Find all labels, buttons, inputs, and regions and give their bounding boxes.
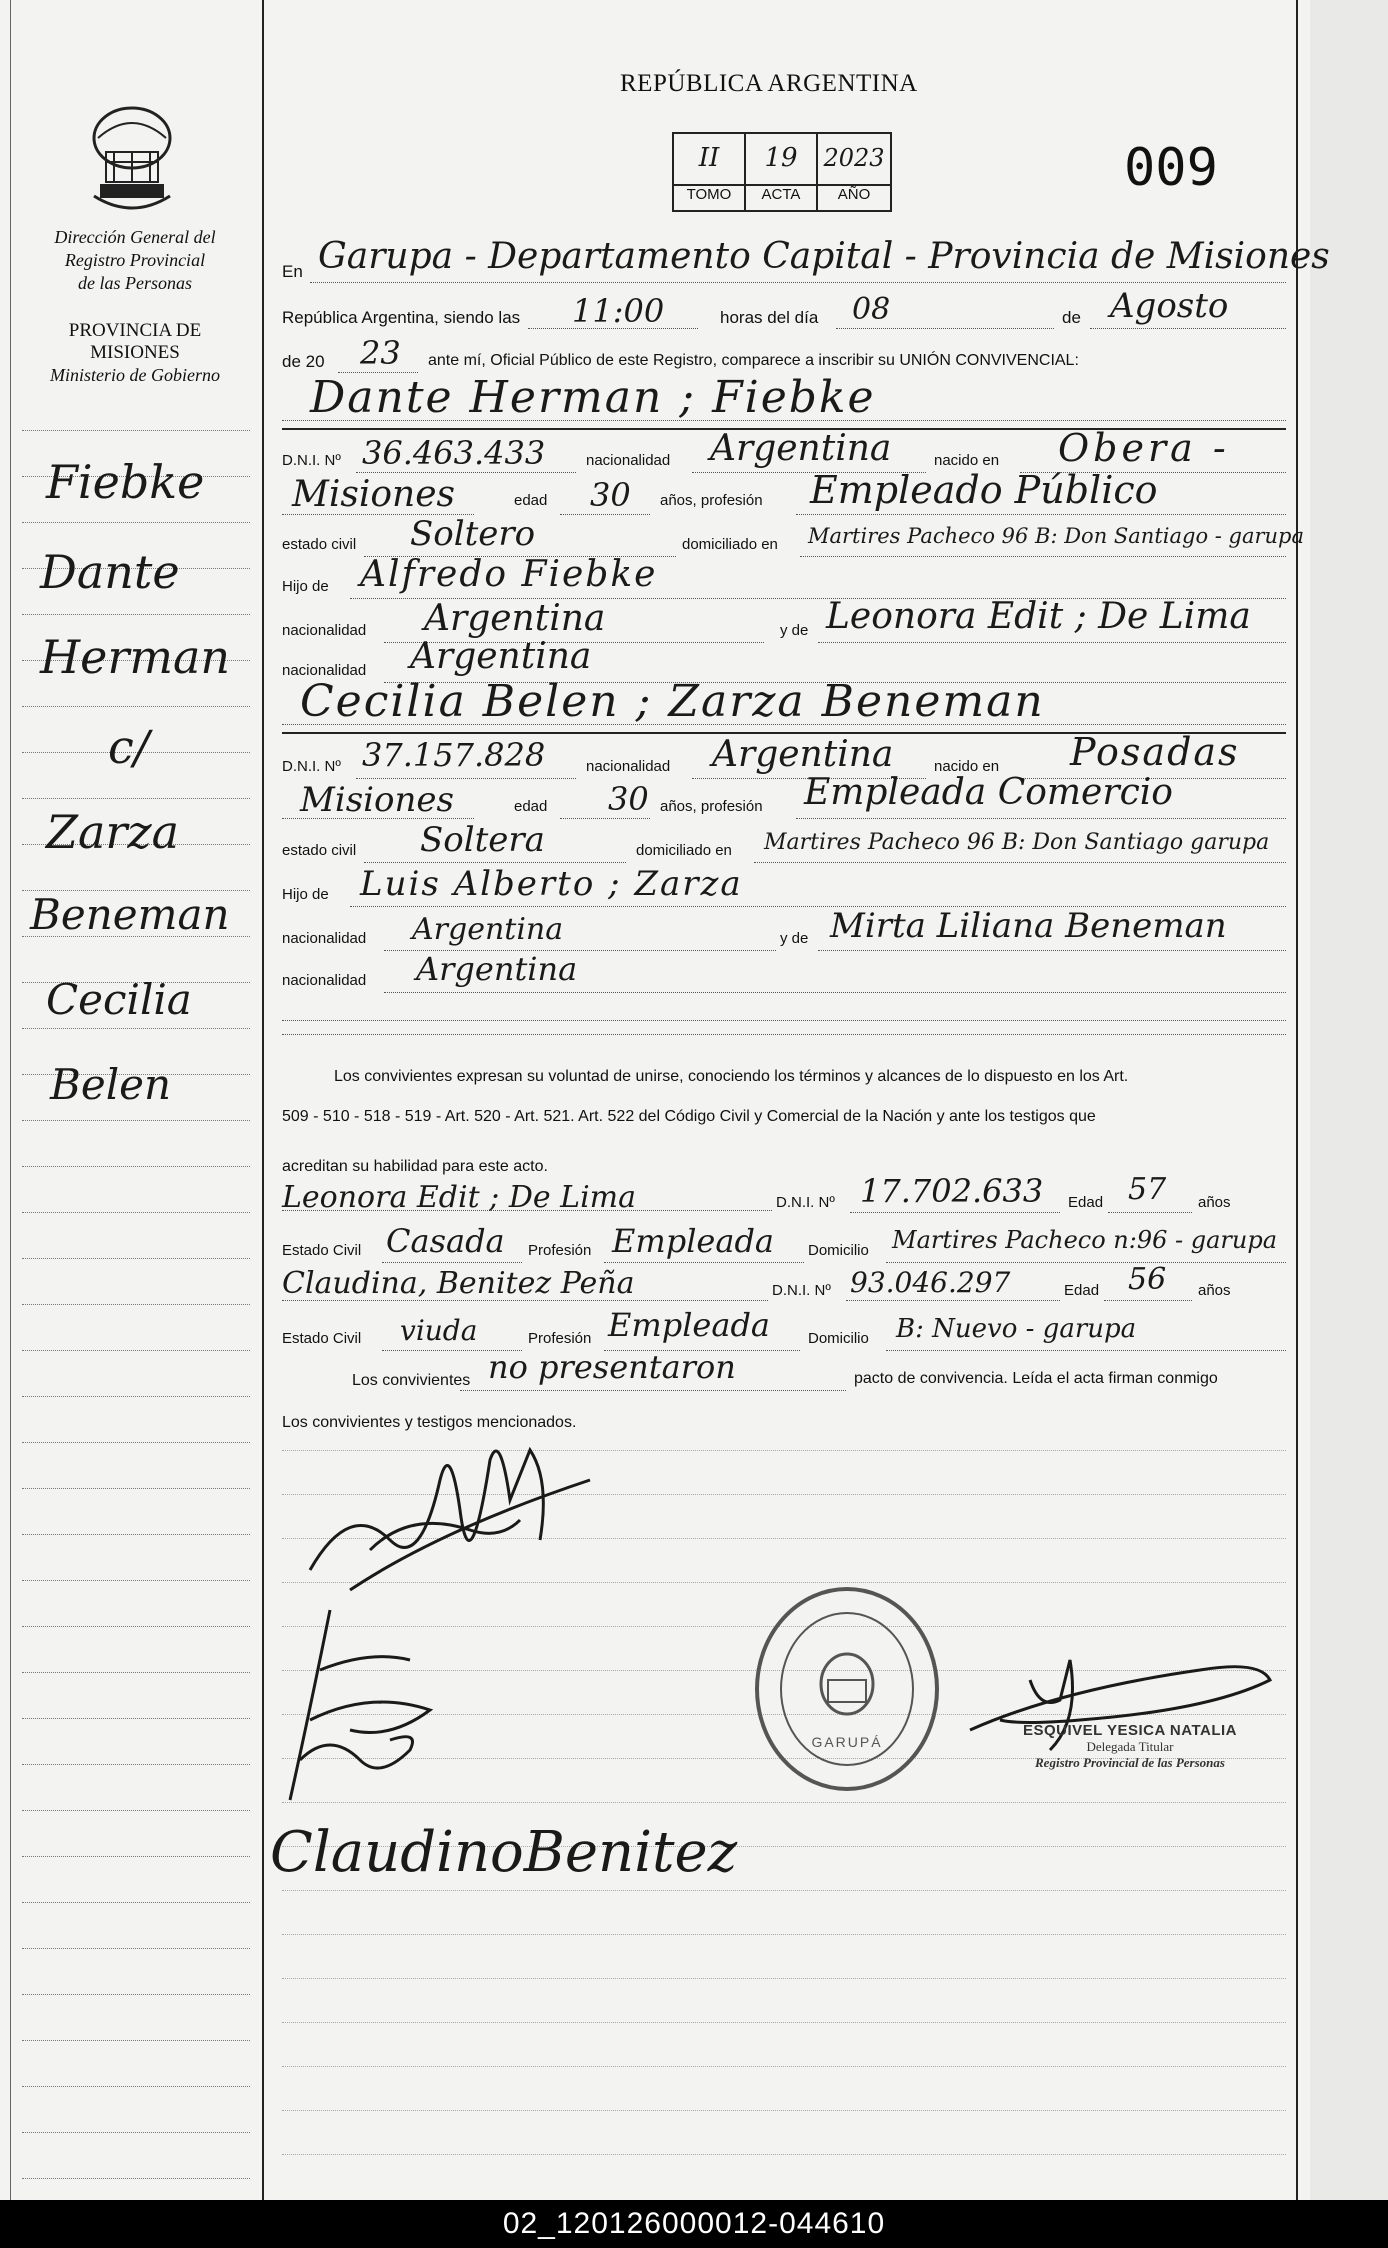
person2-civil-status: Soltera bbox=[420, 820, 545, 860]
sidebar-rule bbox=[22, 1948, 250, 1949]
witness2-dni: 93.046.297 bbox=[850, 1266, 1011, 1299]
office-line3: de las Personas bbox=[78, 273, 192, 293]
person1-nacido-label: nacido en bbox=[934, 452, 1000, 469]
registration-month: Agosto bbox=[1110, 286, 1229, 326]
person1-age: 30 bbox=[590, 476, 631, 514]
sidebar-rule bbox=[22, 522, 250, 523]
person1-birthplace: Obera - bbox=[1058, 426, 1230, 470]
sidebar-rule bbox=[22, 1718, 250, 1719]
person1-mother-nationality: Argentina bbox=[410, 636, 592, 677]
ano-value: 2023 bbox=[823, 144, 885, 172]
signature-2 bbox=[270, 1590, 470, 1810]
footer-code: 02_120126000012-044610 bbox=[0, 2200, 1388, 2248]
person1-dni-label: D.N.I. Nº bbox=[282, 452, 341, 469]
person2-mother-nat-label: nacionalidad bbox=[282, 972, 367, 989]
binding-rule bbox=[10, 0, 11, 2200]
person1-edad-label: edad bbox=[514, 492, 548, 509]
person2-father-nat-label: nacionalidad bbox=[282, 930, 367, 947]
lower-rule bbox=[282, 2154, 1286, 2155]
witness2-domicilio-label: Domicilio bbox=[808, 1330, 869, 1347]
registration-time: 11:00 bbox=[572, 292, 665, 330]
witness2-profession: Empleada bbox=[608, 1306, 770, 1344]
body-line3: acreditan su habilidad para este acto. bbox=[282, 1158, 548, 1175]
witness2-estado-label: Estado Civil bbox=[282, 1330, 362, 1347]
office-line1: Dirección General del bbox=[54, 227, 216, 247]
sidebar-rule bbox=[22, 2178, 250, 2179]
sidebar-rule bbox=[22, 1396, 250, 1397]
volume-box bbox=[672, 132, 892, 212]
sidebar-rule bbox=[22, 1534, 250, 1535]
person1-hijo-label: Hijo de bbox=[282, 578, 329, 595]
margin-name-5: Beneman bbox=[30, 890, 230, 939]
province-line1: PROVINCIA DE bbox=[68, 320, 202, 341]
official-office: Registro Provincial de las Personas bbox=[1035, 1755, 1225, 1770]
witness1-estado-label: Estado Civil bbox=[282, 1242, 362, 1259]
person1-father-nationality: Argentina bbox=[424, 598, 606, 639]
witness2-anos-label: años bbox=[1198, 1282, 1231, 1299]
person2-age: 30 bbox=[608, 780, 649, 818]
person1-address: Martires Pacheco 96 B: Don Santiago - garupa bbox=[808, 524, 1305, 548]
person1-nat-label: nacionalidad bbox=[586, 452, 671, 469]
sidebar-rule bbox=[22, 1994, 250, 1995]
sidebar-rule bbox=[22, 1764, 250, 1765]
person2-profesion-label: años, profesión bbox=[660, 798, 763, 815]
office-line2: Registro Provincial bbox=[64, 250, 206, 270]
witness1-anos-label: años bbox=[1198, 1194, 1231, 1211]
sidebar-rule bbox=[22, 1028, 250, 1029]
tomo-value: II bbox=[698, 143, 720, 173]
margin-name-1: Dante bbox=[40, 545, 180, 599]
person2-father-nationality: Argentina bbox=[412, 912, 564, 947]
lower-rule bbox=[282, 2066, 1286, 2067]
sidebar-rule bbox=[22, 1212, 250, 1213]
margin-name-4: Zarza bbox=[46, 805, 180, 859]
right-margin-rule bbox=[1296, 0, 1298, 2200]
witness1-domicilio-label: Domicilio bbox=[808, 1242, 869, 1259]
closing-final: Los convivientes y testigos mencionados. bbox=[282, 1414, 577, 1431]
person2-nacido-label: nacido en bbox=[934, 758, 1000, 775]
provincial-emblem bbox=[84, 100, 180, 220]
sidebar-rule bbox=[22, 1856, 250, 1857]
seal-text: GARUPÁ bbox=[811, 1734, 883, 1750]
tomo-label: TOMO bbox=[686, 186, 732, 203]
acta-value: 19 bbox=[764, 143, 798, 173]
person1-name: Dante Herman ; Fiebke bbox=[310, 372, 876, 423]
witness1-address: Martires Pacheco n:96 - garupa bbox=[892, 1226, 1278, 1254]
body-line2: 509 - 510 - 518 - 519 - Art. 520 - Art. 521. Art. 522 del Código Civil y Comercial de la Nación y ante los testigos que bbox=[282, 1108, 1096, 1125]
person2-dni-label: D.N.I. Nº bbox=[282, 758, 341, 775]
left-margin-rule bbox=[262, 0, 264, 2200]
witness1-profession: Empleada bbox=[612, 1222, 774, 1260]
official-seal-icon bbox=[752, 1584, 942, 1794]
person2-edad-label: edad bbox=[514, 798, 548, 815]
signature-claudina bbox=[270, 1820, 737, 1885]
sidebar-rule bbox=[22, 1258, 250, 1259]
witness2-profesion-label: Profesión bbox=[528, 1330, 592, 1347]
person2-birthplace2: Misiones bbox=[300, 780, 454, 820]
person2-address: Martires Pacheco 96 B: Don Santiago garupa bbox=[764, 830, 1270, 855]
witness1-dni: 17.702.633 bbox=[860, 1172, 1044, 1210]
ministry-name: Ministerio de Gobierno bbox=[50, 365, 220, 385]
witness1-edad-label: Edad bbox=[1068, 1194, 1104, 1211]
margin-name-2: Herman bbox=[40, 630, 230, 684]
sidebar-rule bbox=[22, 1120, 250, 1121]
margin-name-6: Cecilia bbox=[46, 975, 192, 1024]
person2-father: Luis Alberto ; Zarza bbox=[360, 864, 743, 904]
sidebar-rule bbox=[22, 1902, 250, 1903]
person1-profession: Empleado Público bbox=[810, 468, 1158, 512]
witness2-address: B: Nuevo - garupa bbox=[896, 1314, 1137, 1344]
sidebar-rule bbox=[22, 2132, 250, 2133]
siendo-label: República Argentina, siendo las bbox=[282, 308, 521, 327]
person2-birthplace: Posadas bbox=[1070, 730, 1240, 774]
witness1-profesion-label: Profesión bbox=[528, 1242, 592, 1259]
sidebar-rule bbox=[22, 1350, 250, 1351]
sidebar-office bbox=[20, 226, 250, 295]
country-title: REPÚBLICA ARGENTINA bbox=[620, 70, 918, 97]
witness2-civil-status: viuda bbox=[400, 1314, 478, 1347]
ano-label: AÑO bbox=[837, 186, 871, 203]
person1-mother: Leonora Edit ; De Lima bbox=[826, 596, 1251, 637]
person1-profesion-label: años, profesión bbox=[660, 492, 763, 509]
person2-yde-label: y de bbox=[780, 930, 809, 947]
person1-father-nat-label: nacionalidad bbox=[282, 622, 367, 639]
person1-mother-nat-label: nacionalidad bbox=[282, 662, 367, 679]
sidebar-rule bbox=[22, 1166, 250, 1167]
horas-label: horas del día bbox=[720, 308, 819, 327]
witness2-age: 56 bbox=[1128, 1262, 1167, 1297]
signature-claudina-text: ClaudinoBenitez bbox=[270, 1820, 738, 1885]
sidebar-rule bbox=[22, 1304, 250, 1305]
witness1-civil-status: Casada bbox=[386, 1222, 505, 1260]
lower-rule bbox=[282, 2022, 1286, 2023]
sidebar-province bbox=[20, 320, 250, 386]
person1-domicilio-label: domiciliado en bbox=[682, 536, 778, 553]
person1-estado-label: estado civil bbox=[282, 536, 357, 553]
margin-name-0: Fiebke bbox=[46, 455, 205, 509]
margin-name-7: Belen bbox=[50, 1060, 172, 1109]
sidebar-rule bbox=[22, 2040, 250, 2041]
official-stamp bbox=[980, 1722, 1280, 1771]
person2-dni: 37.157.828 bbox=[362, 736, 546, 774]
person2-hijo-label: Hijo de bbox=[282, 886, 329, 903]
sidebar-rule bbox=[22, 1672, 250, 1673]
sidebar-rule bbox=[22, 430, 250, 431]
registration-day: 08 bbox=[852, 292, 891, 327]
person2-name: Cecilia Belen ; Zarza Beneman bbox=[300, 676, 1045, 727]
sidebar-rule bbox=[22, 1488, 250, 1489]
witness1-dni-label: D.N.I. Nº bbox=[776, 1194, 835, 1211]
person2-mother-nationality: Argentina bbox=[416, 950, 578, 988]
act-number: 009 bbox=[1124, 138, 1218, 198]
person2-nationality: Argentina bbox=[712, 734, 894, 775]
person2-mother: Mirta Liliana Beneman bbox=[830, 906, 1227, 946]
sidebar-rule bbox=[22, 1442, 250, 1443]
sidebar-rule bbox=[22, 1810, 250, 1811]
en-label: En bbox=[282, 262, 303, 281]
sidebar-rule bbox=[22, 798, 250, 799]
person1-dni: 36.463.433 bbox=[362, 434, 546, 472]
sidebar-rule bbox=[22, 1626, 250, 1627]
sidebar-rule bbox=[22, 614, 250, 615]
year-suffix: 23 bbox=[360, 334, 401, 372]
witness1-age: 57 bbox=[1128, 1172, 1167, 1207]
person1-civil-status: Soltero bbox=[410, 514, 536, 554]
official-role: Delegada Titular bbox=[1086, 1739, 1174, 1754]
lower-rule bbox=[282, 1890, 1286, 1891]
sidebar-rule bbox=[22, 2086, 250, 2087]
year-prefix: de 20 bbox=[282, 352, 325, 371]
person1-father: Alfredo Fiebke bbox=[360, 554, 658, 595]
witness2-edad-label: Edad bbox=[1064, 1282, 1100, 1299]
body-line1: Los convivientes expresan su voluntad de unirse, conociendo los términos y alcances de lo dispuesto en los Art. bbox=[334, 1068, 1129, 1085]
pacto-prefix: Los convivientes bbox=[352, 1372, 471, 1389]
person2-domicilio-label: domiciliado en bbox=[636, 842, 732, 859]
witness1-name: Leonora Edit ; De Lima bbox=[282, 1180, 637, 1215]
acta-label: ACTA bbox=[761, 186, 801, 203]
person1-birthplace2: Misiones bbox=[292, 474, 456, 515]
person2-nat-label: nacionalidad bbox=[586, 758, 671, 775]
margin-name-3: c/ bbox=[108, 720, 150, 774]
sidebar-rule bbox=[22, 706, 250, 707]
registration-place: Garupa - Departamento Capital - Provincia de Misiones bbox=[318, 236, 1330, 277]
lower-rule bbox=[282, 1978, 1286, 1979]
lower-rule bbox=[282, 1934, 1286, 1935]
pacto-suffix: pacto de convivencia. Leída el acta firman conmigo bbox=[854, 1370, 1218, 1387]
statement: ante mí, Oficial Público de este Registro, comparece a inscribir su UNIÓN CONVIVENCIAL: bbox=[428, 352, 1079, 369]
person1-yde-label: y de bbox=[780, 622, 809, 639]
official-name: ESQUIVEL YESICA NATALIA bbox=[1022, 1722, 1238, 1739]
sidebar-rule bbox=[22, 1580, 250, 1581]
person1-nationality: Argentina bbox=[710, 428, 892, 469]
province-line2: MISIONES bbox=[90, 342, 180, 363]
witness2-name: Claudina, Benitez Peña bbox=[282, 1266, 635, 1301]
de-label: de bbox=[1062, 308, 1081, 327]
lower-rule bbox=[282, 2110, 1286, 2111]
person2-profession: Empleada Comercio bbox=[804, 772, 1173, 813]
pacto-value: no presentaron bbox=[488, 1348, 736, 1386]
witness2-dni-label: D.N.I. Nº bbox=[772, 1282, 831, 1299]
person2-estado-label: estado civil bbox=[282, 842, 357, 859]
